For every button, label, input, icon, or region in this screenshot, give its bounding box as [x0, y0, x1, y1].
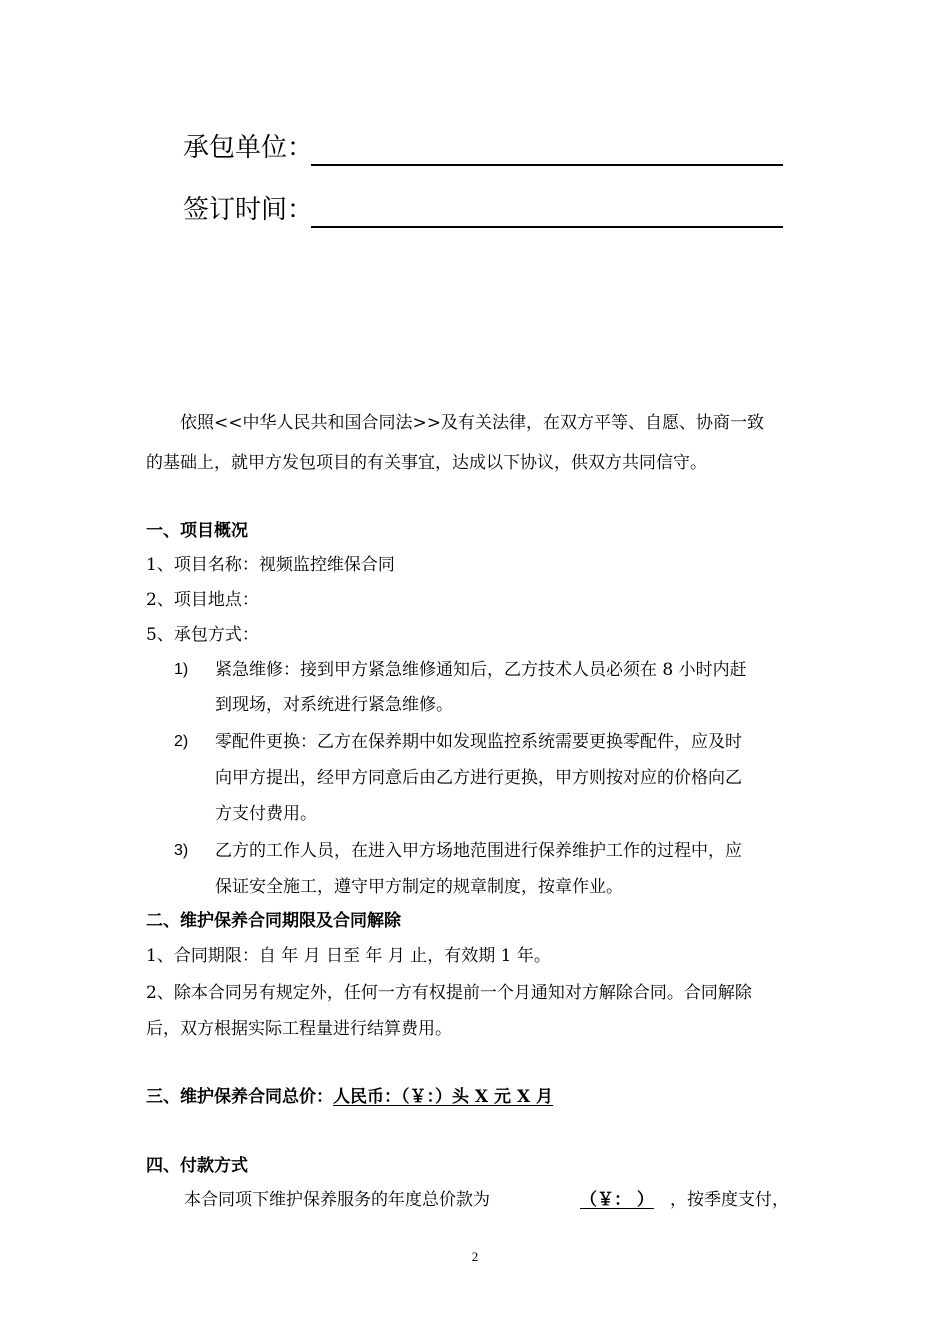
sub-item-2-number: 2) [174, 733, 189, 750]
section-4-title: 四、付款方式 [146, 1156, 248, 1176]
termination-line-1: 2、除本合同另有规定外，任何一方有权提前一个月通知对方解除合同。合同解除 [146, 983, 752, 1003]
signing-date-label: 签订时间： [183, 195, 314, 225]
payment-text: 本合同项下维护保养服务的年度总价款为 [184, 1190, 490, 1210]
contractor-blank-line [311, 164, 783, 166]
sub-item-1-line-1: 紧急维修：接到甲方紧急维修通知后，乙方技术人员必须在 8 小时内赶 [215, 660, 747, 680]
sub-item-3-number: 3) [174, 842, 189, 859]
sub-item-1-line-2: 到现场，对系统进行紧急维修。 [215, 695, 453, 715]
intro-line-1: 依照<<中华人民共和国合同法>>及有关法律，在双方平等、自愿、协商一致 [180, 413, 764, 433]
sub-item-2-line-3: 方支付费用。 [215, 804, 317, 824]
section-3-title: 三、维护保养合同总价： [146, 1087, 333, 1107]
project-name-item: 1、项目名称：视频监控维保合同 [146, 555, 395, 575]
payment-text-tail: ，按季度支付， [670, 1190, 789, 1210]
sub-item-2-line-1: 零配件更换：乙方在保养期中如发现监控系统需要更换零配件，应及时 [215, 732, 742, 752]
section-2-title: 二、维护保养合同期限及合同解除 [146, 911, 401, 931]
total-price-value: 人民币：（￥：）头 X 元 X 月 [333, 1087, 554, 1107]
signing-date-field [183, 192, 783, 232]
termination-line-2: 后，双方根据实际工程量进行结算费用。 [146, 1019, 452, 1039]
contractor-field [183, 130, 783, 170]
contract-method-item: 5、承包方式： [146, 625, 259, 645]
intro-line-2: 的基础上，就甲方发包项目的有关事宜，达成以下协议，供双方共同信守。 [146, 453, 707, 473]
section-3-line [146, 1086, 553, 1108]
page-number: 2 [471, 1249, 479, 1264]
section-1-title: 一、项目概况 [146, 521, 248, 541]
sub-item-3-line-1: 乙方的工作人员，在进入甲方场地范围进行保养维护工作的过程中，应 [215, 841, 742, 861]
contractor-label: 承包单位： [183, 133, 314, 163]
sub-item-1-number: 1) [174, 661, 189, 678]
signing-date-blank-line [311, 226, 783, 228]
contract-term-item: 1、合同期限：自 年 月 日至 年 月 止，有效期 1 年。 [146, 946, 551, 966]
payment-amount-blank: （￥： ） [580, 1190, 654, 1210]
sub-item-2-line-2: 向甲方提出，经甲方同意后由乙方进行更换，甲方则按对应的价格向乙 [215, 768, 742, 788]
project-location-item: 2、项目地点： [146, 590, 259, 610]
sub-item-3-line-2: 保证安全施工，遵守甲方制定的规章制度，按章作业。 [215, 877, 623, 897]
